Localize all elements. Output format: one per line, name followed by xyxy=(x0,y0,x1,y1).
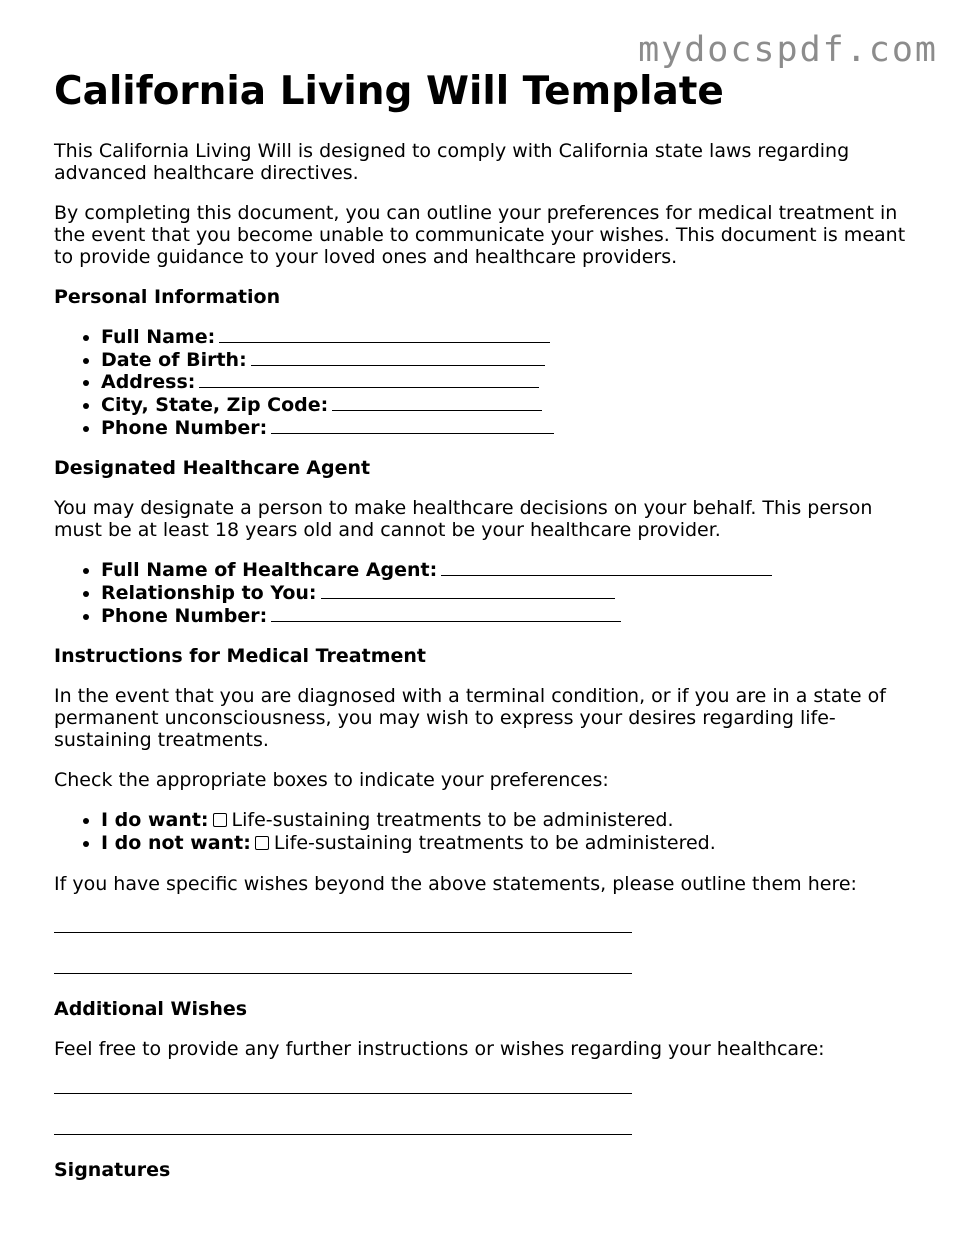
additional-wishes-text: Feel free to provide any further instructions or wishes regarding your healthcare: xyxy=(54,1037,825,1060)
date-of-birth-field[interactable] xyxy=(251,351,545,366)
specific-wishes-line-2[interactable] xyxy=(54,973,632,974)
additional-wishes-heading: Additional Wishes xyxy=(54,997,248,1020)
medical-heading: Instructions for Medical Treatment xyxy=(54,645,426,668)
field-label-city-state-zip: City, State, Zip Code: xyxy=(101,393,329,416)
field-label-agent-phone: Phone Number: xyxy=(101,604,268,627)
page-title: California Living Will Template xyxy=(54,69,724,114)
list-item xyxy=(101,605,914,628)
intro-paragraph-1: This California Living Will is designed to comply with California state laws regarding advanced healthcare directives. xyxy=(54,139,850,184)
preference-list xyxy=(54,809,914,854)
do-want-checkbox[interactable] xyxy=(213,813,227,827)
agent-paragraph: You may designate a person to make healthcare decisions on your behalf. This person must be at least 18 years old and cannot be your healthcare provider. xyxy=(54,497,873,542)
list-item xyxy=(101,394,914,417)
specific-wishes-line-1[interactable] xyxy=(54,932,632,933)
list-item xyxy=(101,349,914,372)
do-not-want-checkbox[interactable] xyxy=(255,836,269,850)
option-text: Life-sustaining treatments to be administered. xyxy=(231,809,674,832)
personal-info-list xyxy=(54,326,914,440)
list-item xyxy=(101,559,914,582)
phone-number-field[interactable] xyxy=(271,419,554,434)
field-label-relationship: Relationship to You: xyxy=(101,582,317,605)
additional-wishes-line-2[interactable] xyxy=(54,1134,632,1135)
document-body xyxy=(54,64,914,1199)
list-item xyxy=(101,582,914,605)
full-name-field[interactable] xyxy=(219,328,550,343)
additional-wishes-line-1[interactable] xyxy=(54,1093,632,1094)
field-label-phone-number: Phone Number: xyxy=(101,416,268,439)
list-item xyxy=(101,417,914,440)
list-item xyxy=(101,809,914,832)
list-item xyxy=(101,371,914,394)
list-item xyxy=(101,326,914,349)
relationship-field[interactable] xyxy=(321,584,615,599)
medical-paragraph: In the event that you are diagnosed with a terminal condition, or if you are in a state of permanent unconsciousness, you may wish to express your desires regarding life-sustaining treatments. xyxy=(54,685,886,752)
agent-name-field[interactable] xyxy=(441,561,772,576)
field-label-date-of-birth: Date of Birth: xyxy=(101,348,247,371)
watermark: mydocspdf.com xyxy=(638,30,938,70)
field-label-address: Address: xyxy=(101,371,196,394)
personal-info-heading: Personal Information xyxy=(54,285,281,308)
address-field[interactable] xyxy=(199,373,539,388)
agent-list xyxy=(54,559,914,627)
agent-phone-field[interactable] xyxy=(271,607,621,622)
city-state-zip-field[interactable] xyxy=(332,396,542,411)
option-label-do-want: I do want: xyxy=(101,809,209,832)
check-instructions: Check the appropriate boxes to indicate your preferences: xyxy=(54,769,609,792)
option-text: Life-sustaining treatments to be administered. xyxy=(273,832,716,855)
list-item xyxy=(101,832,914,855)
field-label-agent-name: Full Name of Healthcare Agent: xyxy=(101,559,438,582)
agent-heading: Designated Healthcare Agent xyxy=(54,457,371,480)
intro-paragraph-2: By completing this document, you can outline your preferences for medical treatment in the event that you become unable to communicate your wishes. This document is meant to provide guidance to your loved ones and healthcare providers. xyxy=(54,201,906,268)
field-label-full-name: Full Name: xyxy=(101,325,216,348)
specific-wishes-text: If you have specific wishes beyond the above statements, please outline them here: xyxy=(54,872,857,895)
signatures-heading: Signatures xyxy=(54,1158,171,1181)
option-label-do-not-want: I do not want: xyxy=(101,832,251,855)
